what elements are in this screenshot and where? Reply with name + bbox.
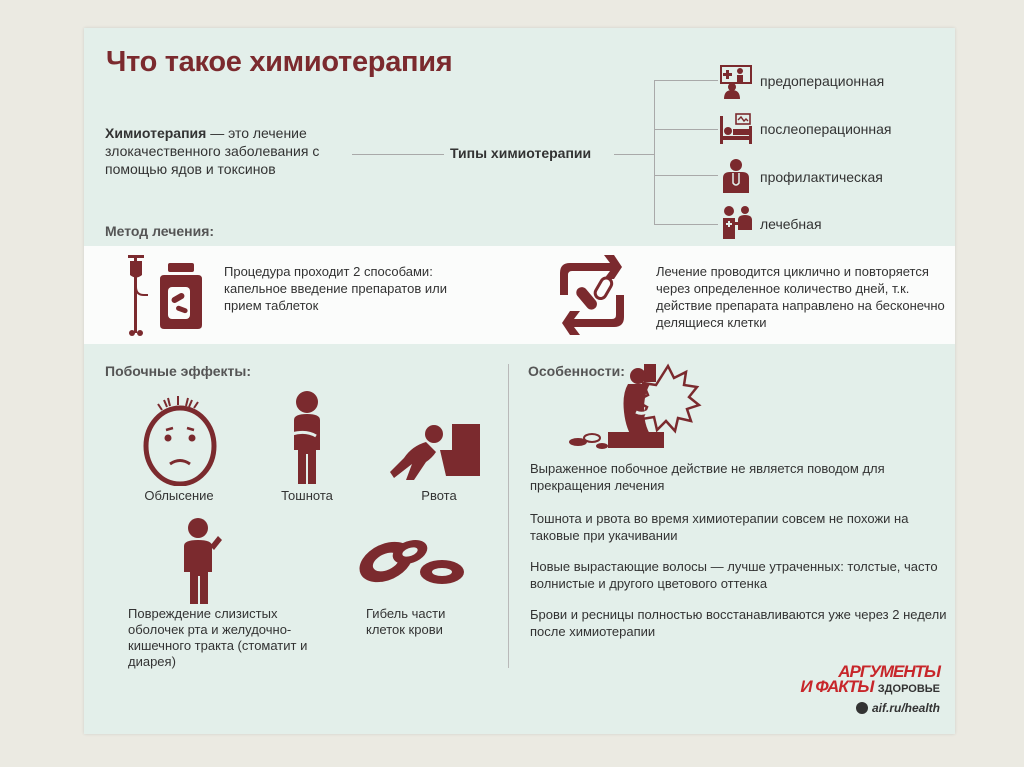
types-label: Типы химиотерапии [450, 145, 592, 161]
method-right-text: Лечение проводится циклично и повторяется через определенное количество дней, т.к. действие препарата направлено на бесконечно делящиеся клетки [656, 264, 945, 330]
connector-line [654, 129, 718, 130]
side-effect-label: Облысение [144, 488, 214, 503]
definition-term: Химиотерапия [105, 125, 207, 141]
page-title: Что такое химиотерапия [106, 46, 453, 78]
type-item: лечебная [760, 216, 822, 232]
feature-item: Выраженное побочное действие не является поводом для прекращения лечения [530, 461, 885, 493]
method-heading: Метод лечения: [105, 223, 215, 239]
logo-site: aif.ru/health [871, 701, 940, 715]
connector-line [614, 154, 654, 155]
type-item: профилактическая [760, 169, 883, 185]
type-item: предоперационная [760, 73, 885, 89]
side-effect-label: Рвота [421, 488, 457, 503]
feature-item: Тошнота и рвота во время химиотерапии совсем не похожи на таковые при укачивании [530, 511, 909, 543]
definition-text: — это лечение злокачественного заболевания с помощью ядов и токсинов [105, 125, 320, 177]
section-divider [508, 364, 509, 668]
infographic [84, 28, 955, 734]
feature-item: Новые вырастающие волосы — лучше утраченных: толстые, часто волнистые и другого цветового оттенка [530, 559, 938, 591]
vomit-person-icon [386, 420, 486, 486]
nausea-person-icon [288, 390, 326, 486]
side-effect-label: Тошнота [281, 488, 333, 503]
type-item: послеоперационная [760, 121, 892, 137]
logo-line2: И ФАКТЫ [800, 677, 874, 696]
doctor-patient-icon [720, 204, 756, 240]
person-burst-icon [568, 362, 718, 454]
feature-item: Брови и ресницы полностью восстанавливаются уже через 2 недели после химиотерапии [530, 607, 947, 639]
mouth-damage-person-icon [180, 516, 224, 606]
connector-line [654, 175, 718, 176]
doctor-consult-icon [718, 64, 754, 100]
connector-line [654, 80, 655, 224]
doctor-icon [720, 158, 752, 194]
method-left-text: Процедура проходит 2 способами: капельное введение препаратов или прием таблеток [224, 264, 447, 313]
side-effect-label: Гибель части клеток крови [366, 606, 446, 637]
aif-logo [790, 664, 940, 717]
iv-drip-icon [124, 253, 210, 337]
blood-cells-icon [356, 532, 466, 602]
logo-sub: ЗДОРОВЬЕ [877, 683, 940, 695]
bald-head-icon [140, 394, 220, 486]
hospital-bed-icon [718, 112, 754, 148]
cycle-pills-icon [550, 253, 634, 337]
side-effects-heading: Побочные эффекты: [105, 363, 251, 379]
connector-line [654, 80, 718, 81]
definition [105, 124, 365, 178]
globe-icon [856, 702, 868, 714]
side-effect-label: Повреждение слизистых оболочек рта и желудочно-кишечного тракта (стоматит и диарея) [128, 606, 308, 669]
logo-line1: АРГУМЕНТЫ [838, 662, 940, 681]
connector-line [352, 154, 444, 155]
features-heading: Особенности: [528, 363, 625, 379]
connector-line [654, 224, 718, 225]
